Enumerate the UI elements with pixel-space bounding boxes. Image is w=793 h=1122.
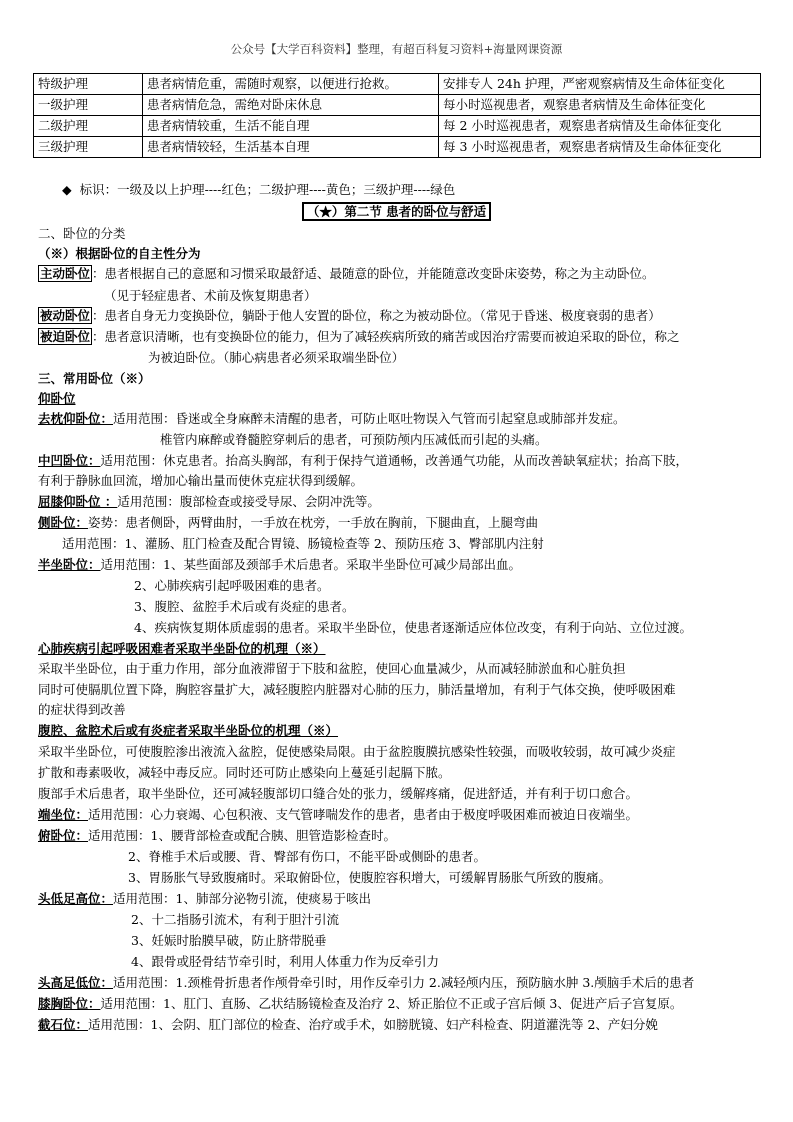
table-cell: 每小时巡视患者，观察患者病情及生命体征变化: [439, 95, 761, 116]
semi-position: [38, 555, 521, 575]
table-cell: 三级护理: [34, 137, 143, 158]
table-row: [34, 95, 761, 116]
diamond-icon: ◆: [62, 182, 72, 197]
active-note: （见于轻症患者、术前及恢复期患者）: [104, 288, 317, 303]
sitting-text: 适用范围：心力衰竭、心包积液、支气管哮喘发作的患者，患者由于极度呼吸困难而被迫日夜端坐。: [88, 807, 639, 822]
list-item: 4、跟骨或胫骨结节牵引时，利用人体重力作为反牵引力: [131, 954, 439, 969]
sitting-term: 端坐位：: [38, 807, 89, 822]
list-item: 3、腹腔、盆腔手术后或有炎症的患者。: [134, 599, 355, 614]
knee-position: [38, 492, 380, 512]
table-row: [34, 137, 761, 158]
lateral-scope: 适用范围：1、灌肠、肛门检查及配合胃镜、肠镜检查等 2、预防压疮 3、臀部肌内注射: [62, 536, 544, 551]
care-level-table: [33, 73, 761, 158]
forced-term: 被迫卧位: [40, 329, 91, 344]
section-title-line: [0, 202, 793, 222]
shock-text: 适用范围：休克患者。抬高头胸部，有利于保持气道通畅，改善通气功能，从而改善缺氧症状；抬高下肢，: [100, 453, 689, 468]
page-header: 公众号【大学百科资料】整理，有超百科复习资料+海量网课资源: [230, 42, 563, 56]
section-title: （★）第二节 患者的卧位与舒适: [302, 202, 491, 221]
table-cell: 特级护理: [34, 74, 143, 95]
lithotomy-term: 截石位：: [38, 1017, 89, 1032]
table-cell: 安排专人 24h 护理，严密观察病情及生命体征变化: [439, 74, 761, 95]
list-item: 2、脊椎手术后或腰、背、臀部有伤口，不能平卧或侧卧的患者。: [128, 849, 486, 864]
list-item: 4、疾病恢复期体质虚弱的患者。采取半坐卧位，使患者逐渐适应体位改变，有利于向站、立位过渡。: [134, 620, 692, 635]
active-position: [38, 264, 655, 284]
mechanism-2-p3: 腹部手术后患者，取半坐卧位，还可减轻腹部切口缝合处的张力，缓解疼痛，促进舒适，并有利于切口愈合。: [38, 786, 639, 801]
passive-term: 被动卧位: [40, 308, 91, 323]
head-high-text: 适用范围：1.颈椎骨折患者作颅骨牵引时，用作反牵引力 2.减轻颅内压，预防脑水肿 3.颅脑手术后的患者: [113, 975, 695, 990]
lateral-text: 姿势：患者侧卧，两臂曲肘，一手放在枕旁，一手放在胸前，下腿曲直，上腿弯曲: [88, 515, 539, 530]
active-term: 主动卧位: [40, 266, 91, 281]
semi-term: 半坐卧位：: [38, 557, 101, 572]
table-cell: 一级护理: [34, 95, 143, 116]
marker-line: [62, 180, 455, 200]
shock-position: [38, 451, 688, 471]
table-row: [34, 74, 761, 95]
mechanism-1-p1: 采取半坐卧位，由于重力作用，部分血液滞留于下肢和盆腔，使回心血量减少，从而减轻肺淤血和心脏负担: [38, 661, 626, 676]
sitting-position: [38, 805, 638, 825]
prone-text: 适用范围：1、腰背部检查或配合胰、胆管造影检查时。: [88, 828, 396, 843]
mechanism-2-p2: 扩散和毒素吸收，减轻中毒反应。同时还可防止感染向上蔓延引起膈下脓。: [38, 765, 451, 780]
mechanism-1-p2: 同时可使膈肌位置下降，胸腔容量扩大，减轻腹腔内脏器对心肺的压力，肺活量增加，有利于气体交换，使呼吸困难: [38, 682, 676, 697]
no-pillow-term: 去枕仰卧位：: [38, 411, 114, 426]
passive-position: [38, 306, 661, 326]
head-low-text: 适用范围：1、肺部分泌物引流，使痰易于咳出: [113, 891, 371, 906]
head-low-position: [38, 889, 371, 909]
no-pillow-text: 适用范围：昏迷或全身麻醉未清醒的患者，可防止呕吐物误入气管而引起窒息或肺部并发症。: [113, 411, 626, 426]
forced-text-2: 为被迫卧位。（肺心病患者必须采取端坐卧位）: [148, 350, 405, 365]
heading-supine: 仰卧位: [38, 391, 76, 406]
lateral-term: 侧卧位：: [38, 515, 89, 530]
shock-text-2: 有利于静脉血回流，增加心输出量而使休克症状得到缓解。: [38, 473, 364, 488]
list-item: 2、心肺疾病引起呼吸困难的患者。: [134, 578, 330, 593]
table-row: [34, 116, 761, 137]
lateral-position: [38, 513, 538, 533]
table-cell: 患者病情危急，需绝对卧床休息: [143, 95, 439, 116]
knee-chest-term: 膝胸卧位：: [38, 996, 101, 1011]
head-high-term: 头高足低位：: [38, 975, 114, 990]
forced-position: [38, 327, 680, 347]
heading-s2: 二、卧位的分类: [38, 226, 126, 241]
knee-text: 适用范围：腹部检查或接受导尿、会阴冲洗等。: [117, 494, 380, 509]
lithotomy-position: [38, 1015, 658, 1035]
list-item: 3、妊娠时胎膜早破，防止脐带脱垂: [131, 933, 327, 948]
forced-text: ：患者意识清晰，也有变换卧位的能力，但为了减轻疾病所致的痛苦或因治疗需要而被迫采取的卧位，称之: [92, 329, 680, 344]
shock-term: 中凹卧位：: [38, 453, 101, 468]
table-cell: 二级护理: [34, 116, 143, 137]
list-item: 3、胃肠胀气导致腹痛时。采取俯卧位，使腹腔容积增大，可缓解胃肠胀气所致的腹痛。: [128, 870, 611, 885]
prone-term: 俯卧位：: [38, 828, 89, 843]
active-text: ：患者根据自己的意愿和习惯采取最舒适、最随意的卧位，并能随意改变卧床姿势，称之为主动卧位。: [92, 266, 655, 281]
marker-text: 标识：一级及以上护理----红色；二级护理----黄色；三级护理----绿色: [79, 182, 456, 197]
no-pillow-text-2: 椎管内麻醉或脊髓腔穿刺后的患者，可预防颅内压减低而引起的头痛。: [160, 432, 548, 447]
prone-position: [38, 826, 396, 846]
mechanism-2-p1: 采取半坐卧位，可使腹腔渗出液流入盆腔，促使感染局限。由于盆腔腹膜抗感染性较强，而吸收较弱，故可减少炎症: [38, 744, 676, 759]
head-high-position: [38, 973, 694, 993]
knee-chest-text: 适用范围：1、肛门、直肠、乙状结肠镜检查及治疗 2、矫正胎位不正或子宫后倾 3、促进产后子宫复原。: [100, 996, 683, 1011]
knee-term: 屈膝仰卧位 ：: [38, 494, 118, 509]
lithotomy-text: 适用范围：1、会阴、肛门部位的检查、治疗或手术，如膀胱镜、妇产科检查、阴道灌洗等 2、产妇分娩: [88, 1017, 658, 1032]
heading-s3: 三、常用卧位（※）: [38, 371, 151, 386]
no-pillow-position: [38, 409, 626, 429]
semi-text: 适用范围：1、某些面部及颈部手术后患者。采取半坐卧位可减少局部出血。: [100, 557, 521, 572]
head-low-term: 头低足高位：: [38, 891, 114, 906]
mechanism-2-title: 腹腔、盆腔术后或有炎症者采取半坐卧位的机理（※）: [38, 723, 339, 738]
passive-text: ：患者自身无力变换卧位，躺卧于他人安置的卧位，称之为被动卧位。（常见于昏迷、极度衰弱的患者）: [92, 308, 661, 323]
list-item: 2、十二指肠引流术，有利于胆汁引流: [131, 912, 339, 927]
mechanism-1-p3: 的症状得到改善: [38, 702, 126, 717]
table-cell: 患者病情危重，需随时观察，以便进行抢救。: [143, 74, 439, 95]
heading-s2-sub: （※）根据卧位的自主性分为: [38, 246, 201, 261]
table-cell: 患者病情较重，生活不能自理: [143, 116, 439, 137]
mechanism-1-title: 心肺疾病引起呼吸困难者采取半坐卧位的机理（※）: [38, 641, 326, 656]
table-cell: 每 2 小时巡视患者，观察患者病情及生命体征变化: [439, 116, 761, 137]
table-cell: 患者病情较轻，生活基本自理: [143, 137, 439, 158]
table-cell: 每 3 小时巡视患者，观察患者病情及生命体征变化: [439, 137, 761, 158]
knee-chest-position: [38, 994, 682, 1014]
